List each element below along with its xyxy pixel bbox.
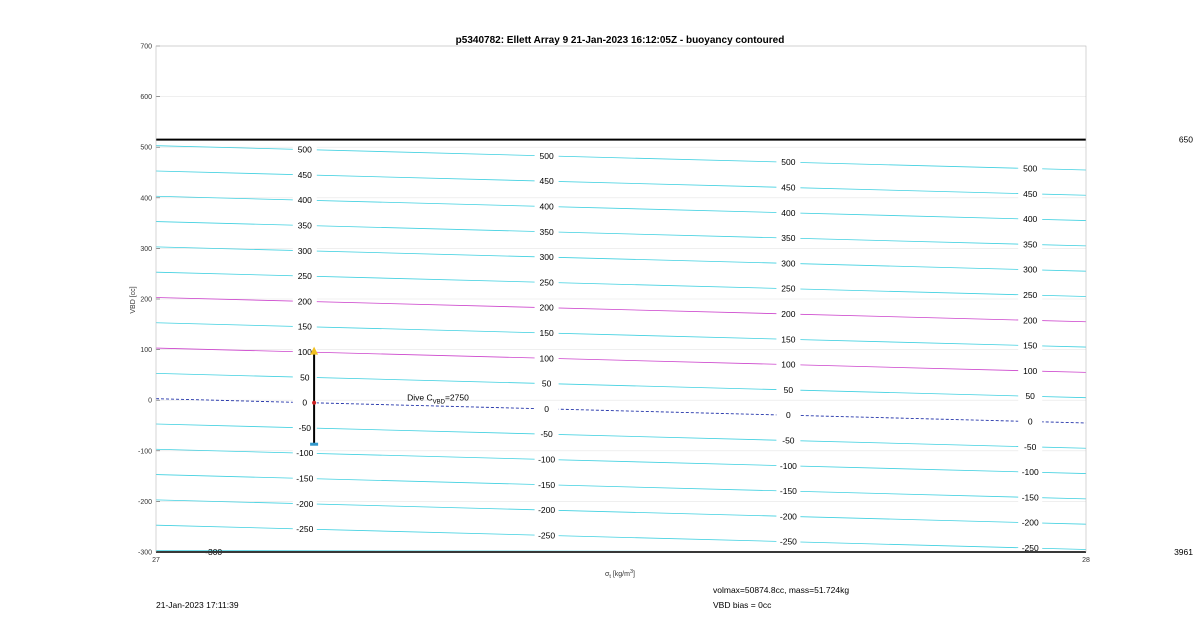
contour-label-250: 250 (539, 277, 554, 288)
y-tick-label-200: 200 (140, 296, 152, 304)
contour-label-50: 50 (541, 378, 552, 389)
x-tick-label-28: 28 (1082, 557, 1090, 564)
dive-annotation: Dive $C_{VBD}=2750$ (407, 392, 469, 406)
contour-label--100: -100 (779, 460, 797, 471)
axes (138, 44, 1090, 565)
contour-label-250: 250 (1023, 290, 1038, 301)
contour-label-100: 100 (1023, 365, 1038, 376)
contour-label-450: 450 (781, 182, 796, 193)
y-tick-label--300: -300 (137, 549, 152, 557)
contour-label-200: 200 (1023, 315, 1038, 326)
y-tick-label-500: 500 (140, 144, 152, 152)
contour-label--200: -200 (296, 498, 314, 509)
contour-label-500: 500 (781, 157, 796, 168)
contour-label--250: -250 (538, 530, 556, 541)
contour-label--100: -100 (296, 448, 314, 459)
contour-label--150: -150 (1021, 492, 1039, 503)
contour-label-100: 100 (297, 346, 312, 357)
contour-label-300: 300 (297, 245, 312, 256)
contour-label--50: -50 (540, 429, 553, 440)
contour-label-50: 50 (783, 384, 794, 395)
contour-label-250: 250 (781, 283, 796, 294)
contour-label--100: -100 (538, 454, 556, 465)
y-tick-label-400: 400 (140, 195, 152, 203)
y-tick-label--200: -200 (137, 498, 152, 506)
y-tick-label-100: 100 (140, 347, 152, 355)
contour-label--50: -50 (1024, 441, 1037, 452)
dive-profile (310, 347, 469, 446)
contour-label-500: 500 (539, 150, 554, 161)
right-label-650: 650 (1178, 134, 1193, 145)
y-axis-label: VBD [cc] (130, 286, 137, 314)
y-tick-label-700: 700 (140, 43, 152, 51)
contour-label-300: 300 (781, 258, 796, 269)
contour-label-400: 400 (781, 207, 796, 218)
contour-label-150: 150 (1023, 340, 1038, 351)
contour-label-350: 350 (1023, 239, 1038, 250)
contour-label--200: -200 (1021, 517, 1039, 528)
contour-label--250: -250 (296, 524, 314, 535)
chart-title: p5340782: Ellett Array 9 21-Jan-2023 16:12:05Z - buoyancy contoured (455, 35, 785, 46)
contour-label-400: 400 (297, 195, 312, 206)
contour-label-300: 300 (539, 252, 554, 263)
contour-label-0: 0 (302, 397, 308, 408)
contour-label-200: 200 (297, 296, 312, 307)
contour-label-100: 100 (539, 353, 554, 364)
contour-label-350: 350 (539, 226, 554, 237)
contour-label-400: 400 (539, 201, 554, 212)
contour-label--200: -200 (779, 511, 797, 522)
contour-label-500: 500 (1023, 163, 1038, 174)
contour-label-150: 150 (539, 327, 554, 338)
contour-label-50: 50 (1025, 391, 1035, 402)
contour-label--50: -50 (782, 435, 795, 446)
contour-label-300: 300 (1023, 264, 1038, 275)
contour-label-100: 100 (781, 359, 796, 370)
contour-labels (205, 145, 1042, 557)
contour-label-350: 350 (781, 233, 796, 244)
contour-label-200: 200 (781, 308, 796, 319)
contour-label-350: 350 (297, 220, 312, 231)
dive-bottom-marker (310, 443, 318, 446)
contour-label-450: 450 (297, 169, 312, 180)
x-axis-label: $\sigma_t$ $[kg/m^3]$ (605, 569, 635, 580)
y-tick-label--100: -100 (137, 448, 152, 456)
contour-label-200: 200 (539, 302, 554, 313)
x-tick-label-27: 27 (152, 557, 160, 564)
y-tick-label-600: 600 (140, 94, 152, 102)
right-label-3961: 3961 (1174, 547, 1193, 557)
contour-label-150: 150 (781, 334, 796, 345)
footer-vbd-bias: VBD bias = 0cc (713, 600, 772, 610)
contour-label-150: 150 (297, 321, 312, 332)
contour-label-450: 450 (539, 176, 554, 187)
y-tick-label-300: 300 (140, 245, 152, 253)
contour-label--250: -250 (779, 536, 797, 547)
contour-label--200: -200 (538, 505, 556, 516)
contour-label-0: 0 (544, 403, 549, 414)
contour-label--50: -50 (298, 422, 311, 433)
contour-label-400: 400 (1023, 214, 1038, 225)
contour-label--100: -100 (1021, 467, 1039, 478)
contour-label--300: -300 (205, 547, 223, 557)
contour-label--150: -150 (538, 479, 556, 490)
contour-label--150: -150 (296, 473, 314, 484)
contour-label-50: 50 (300, 372, 310, 383)
contour-label--150: -150 (779, 486, 797, 497)
contour-label-250: 250 (297, 271, 312, 282)
y-tick-label-0: 0 (148, 397, 152, 405)
footer-timestamp: 21-Jan-2023 17:11:39 (156, 600, 239, 610)
contour-label-0: 0 (1027, 416, 1033, 427)
contour-label-500: 500 (297, 144, 312, 155)
contour-label-0: 0 (786, 410, 791, 421)
contour-label-450: 450 (1023, 188, 1038, 199)
footer-volmax: volmax=50874.8cc, mass=51.724kg (713, 585, 850, 595)
dive-center-marker (312, 401, 316, 405)
contour-label--250: -250 (1021, 543, 1039, 554)
